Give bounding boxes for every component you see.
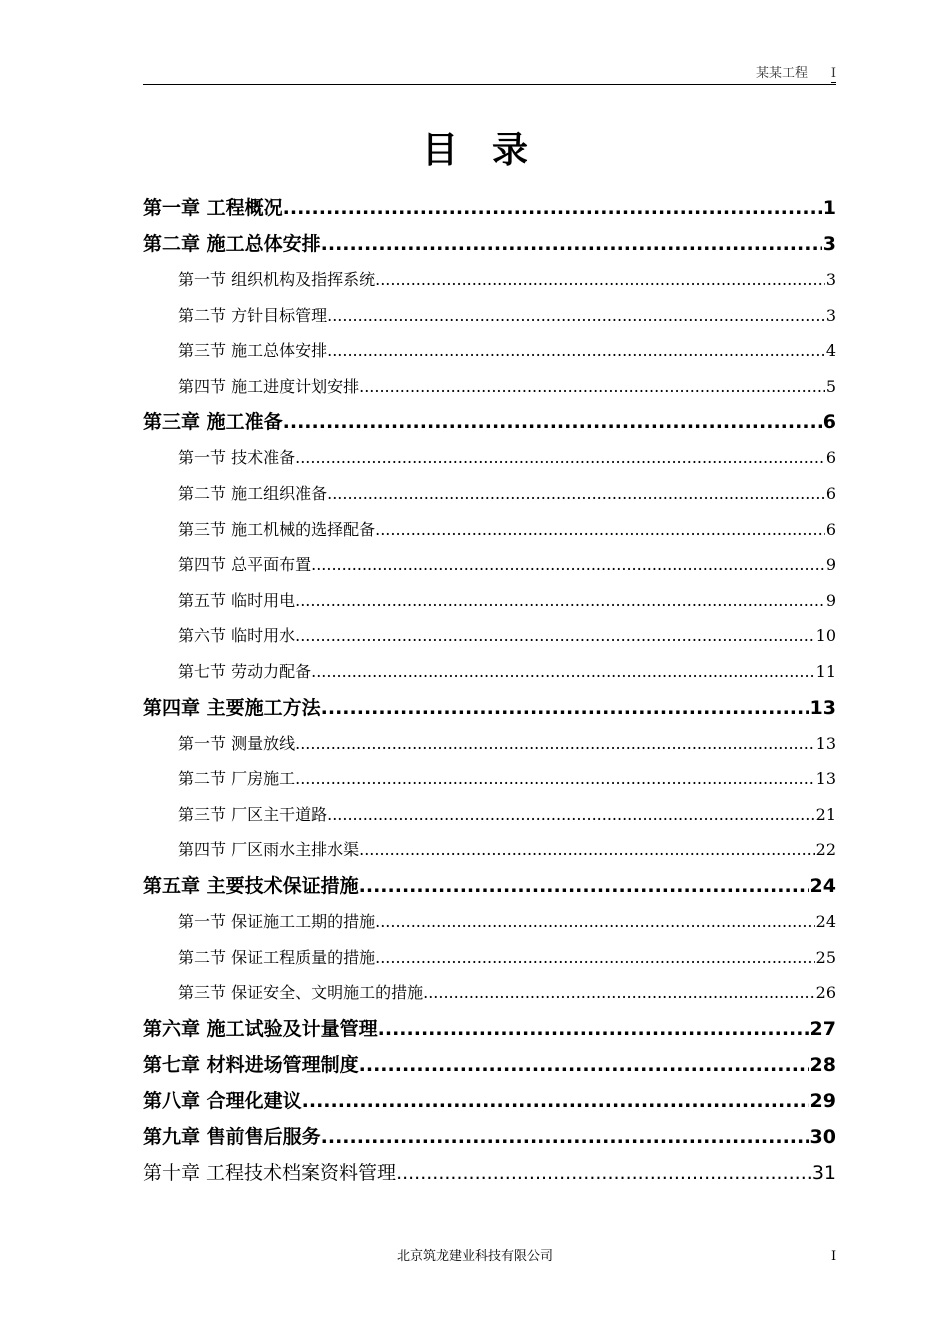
toc-section-entry[interactable] [143,369,836,405]
toc-page-number: 21 [815,804,836,824]
toc-entry-number: 第一节 [178,911,232,931]
toc-entry-number: 第八章 [143,1089,207,1112]
toc-dot-leader [321,1119,809,1155]
toc-entry-number: 第七节 [178,661,232,681]
toc-section-entry[interactable] [143,583,836,619]
toc-entry-title: 工程概况 [206,197,283,219]
toc-chapter-entry[interactable] [143,690,836,726]
toc-chapter-entry[interactable] [143,868,836,904]
toc-entry-number: 第二节 [178,305,232,325]
toc-entry-number: 第六章 [143,1017,207,1040]
toc-chapter-entry[interactable] [143,1155,836,1191]
toc-dot-leader [283,404,822,440]
toc-dot-leader [283,190,822,226]
toc-page-number: 31 [811,1161,836,1184]
toc-dot-leader [359,369,825,405]
toc-chapter-entry[interactable] [143,1047,836,1083]
toc-entry-title: 总平面布置 [231,555,312,575]
toc-chapter-entry[interactable] [143,404,836,440]
toc-entry-number: 第二节 [178,947,232,967]
toc-entry-number: 第三节 [178,519,232,539]
toc-section-entry[interactable] [143,298,836,334]
toc-section-entry[interactable] [143,797,836,833]
toc-dot-leader [375,904,815,940]
toc-section-entry[interactable] [143,975,836,1011]
toc-chapter-entry[interactable] [143,1083,836,1119]
toc-page-number: 27 [809,1017,836,1040]
toc-entry-number: 第十章 [143,1161,207,1184]
toc-entry-title: 售前售后服务 [206,1125,321,1148]
toc-section-entry[interactable] [143,476,836,512]
toc-page-number: 1 [822,197,836,219]
document-title: 目录 [421,130,562,171]
toc-dot-leader [375,940,815,976]
toc-entry-title: 施工总体安排 [231,341,328,361]
toc-page-number: 3 [825,305,836,325]
toc-entry-title: 测量放线 [231,733,296,753]
toc-page-number: 6 [825,519,836,539]
toc-entry-number: 第一章 [143,197,207,219]
toc-page-number: 25 [815,947,836,967]
toc-dot-leader [311,654,815,690]
toc-entry-title: 保证施工工期的措施 [231,911,376,931]
toc-entry-title: 合理化建议 [206,1089,302,1112]
toc-page-number: 29 [809,1089,836,1112]
toc-entry-number: 第二章 [143,233,207,255]
toc-dot-leader [295,440,825,476]
toc-dot-leader [321,226,822,262]
toc-page-number: 6 [825,483,836,503]
toc-section-entry[interactable] [143,761,836,797]
toc-dot-leader [359,868,809,904]
toc-entry-title: 施工机械的选择配备 [231,519,376,539]
toc-entry-number: 第五章 [143,874,207,897]
toc-page-number: 13 [815,769,836,789]
toc-page-number: 6 [822,411,836,434]
toc-entry-title: 保证安全、文明施工的措施 [231,983,424,1003]
toc-page-number: 22 [815,840,836,860]
toc-dot-leader [359,832,815,868]
toc-section-entry[interactable] [143,940,836,976]
toc-dot-leader [321,690,809,726]
toc-page-number: 3 [825,270,836,289]
toc-entry-number: 第一节 [178,448,232,468]
toc-dot-leader [295,583,825,619]
toc-section-entry[interactable] [143,440,836,476]
toc-entry-number: 第三节 [178,804,232,824]
toc-entry-title: 临时用电 [231,590,296,610]
toc-entry-title: 施工准备 [206,411,283,434]
toc-entry-title: 组织机构及指挥系统 [231,270,376,289]
toc-page-number: 5 [825,376,836,396]
toc-dot-leader [423,975,815,1011]
toc-entry-title: 施工总体安排 [206,233,321,255]
toc-section-entry[interactable] [143,547,836,583]
page-header [143,66,836,85]
toc-dot-leader [375,512,825,548]
toc-dot-leader [378,1011,809,1047]
toc-entry-number: 第二节 [178,483,232,503]
toc-page-number: 13 [809,696,836,719]
toc-entry-number: 第四节 [178,376,232,396]
toc-section-entry[interactable] [143,726,836,762]
toc-entry-title: 施工试验及计量管理 [206,1017,378,1040]
toc-entry-title: 施工进度计划安排 [231,376,360,396]
toc-page-number: 24 [815,911,836,931]
toc-entry-number: 第四章 [143,696,207,719]
toc-chapter-entry[interactable] [143,226,836,262]
toc-entry-title: 劳动力配备 [231,661,312,681]
toc-entry-number: 第五节 [178,590,232,610]
toc-entry-title: 施工组织准备 [231,483,328,503]
toc-entry-title: 厂房施工 [231,769,296,789]
toc-entry-number: 第一节 [178,270,232,289]
toc-chapter-entry[interactable] [143,1119,836,1155]
toc-chapter-entry[interactable] [143,190,836,226]
toc-entry-title: 方针目标管理 [231,305,328,325]
toc-page-number: 10 [815,626,836,646]
toc-dot-leader [295,761,815,797]
toc-dot-leader [327,298,825,334]
toc-section-entry[interactable] [143,654,836,690]
toc-dot-leader [359,1047,809,1083]
toc-entry-title: 技术准备 [231,448,296,468]
table-of-contents [143,190,836,1191]
toc-entry-title: 主要技术保证措施 [206,874,359,897]
toc-entry-number: 第三节 [178,983,232,1003]
toc-entry-number: 第三节 [178,341,232,361]
toc-section-entry[interactable] [143,832,836,868]
toc-entry-title: 临时用水 [231,626,296,646]
toc-dot-leader [396,1155,811,1191]
toc-entry-number: 第六节 [178,626,232,646]
toc-entry-title: 厂区主干道路 [231,804,328,824]
toc-entry-title: 保证工程质量的措施 [231,947,376,967]
toc-entry-number: 第四节 [178,840,232,860]
toc-dot-leader [375,262,825,298]
toc-page-number: 3 [822,233,836,255]
toc-entry-number: 第七章 [143,1053,207,1076]
toc-section-entry[interactable] [143,512,836,548]
toc-page-number: 9 [825,555,836,575]
toc-dot-leader [311,547,825,583]
toc-entry-title: 主要施工方法 [206,696,321,719]
toc-entry-title: 工程技术档案资料管理 [206,1161,397,1184]
toc-dot-leader [327,797,815,833]
toc-entry-title: 材料进场管理制度 [206,1053,359,1076]
toc-page-number: 6 [825,448,836,468]
toc-dot-leader [295,618,815,654]
toc-entry-number: 第一节 [178,733,232,753]
toc-entry-number: 第四节 [178,555,232,575]
toc-entry-number: 第九章 [143,1125,207,1148]
toc-dot-leader [295,726,815,762]
header-page-number: I [830,66,836,81]
toc-page-number: 13 [815,733,836,753]
toc-dot-leader [327,333,825,369]
toc-section-entry[interactable] [143,262,836,298]
footer-page-number: I [831,1249,837,1264]
toc-entry-title: 厂区雨水主排水渠 [231,840,360,860]
toc-dot-leader [327,476,825,512]
toc-page-number: 4 [825,341,836,361]
header-title: 某某工程 [755,66,808,81]
toc-chapter-entry[interactable] [143,1011,836,1047]
toc-section-entry[interactable] [143,904,836,940]
toc-page-number: 30 [809,1125,836,1148]
toc-section-entry[interactable] [143,618,836,654]
footer-company: 北京筑龙建业科技有限公司 [396,1249,553,1264]
toc-page-number: 24 [809,874,836,897]
toc-page-number: 11 [815,661,836,681]
toc-entry-number: 第三章 [143,411,207,434]
toc-page-number: 26 [815,983,836,1003]
toc-dot-leader [302,1083,809,1119]
toc-section-entry[interactable] [143,333,836,369]
toc-entry-number: 第二节 [178,769,232,789]
toc-page-number: 9 [825,590,836,610]
toc-page-number: 28 [809,1053,836,1076]
